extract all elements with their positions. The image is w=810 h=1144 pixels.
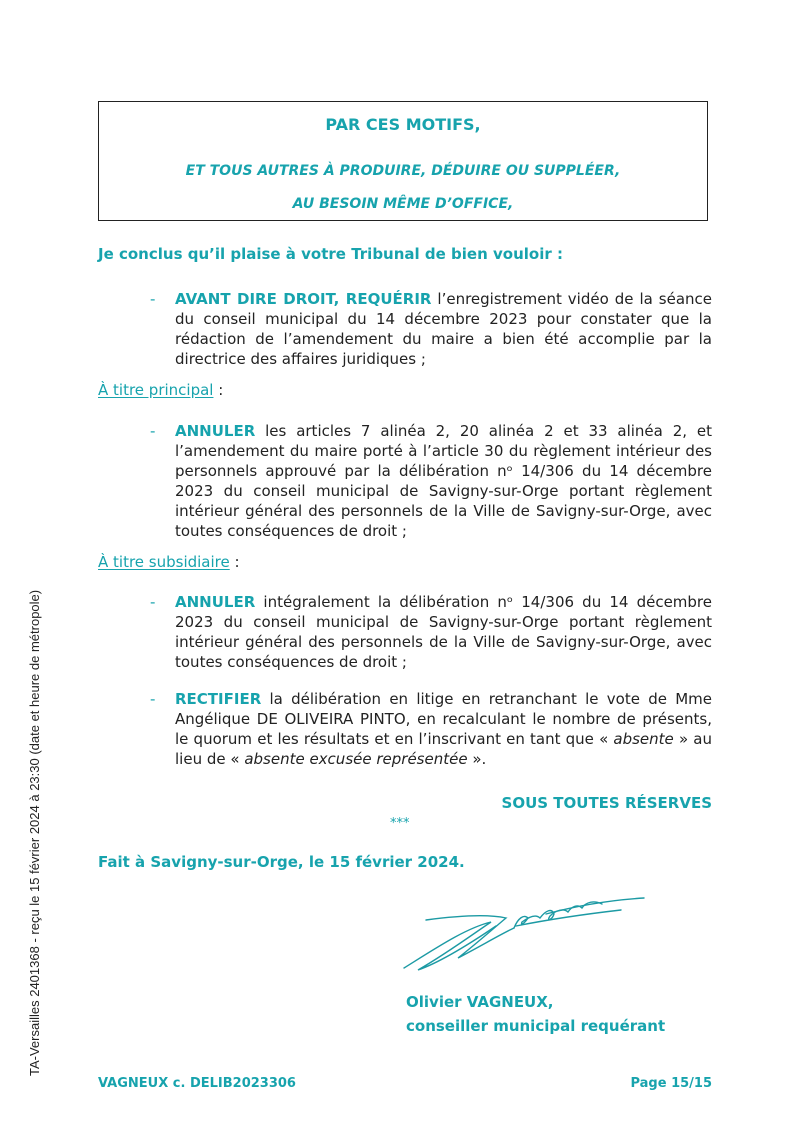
item-text: » au lieu de « bbox=[175, 730, 712, 768]
heading-box bbox=[98, 101, 708, 221]
item-text: les articles 7 alinéa 2, 20 alinéa 2 et 33 alinéa 2, et l’amendement du maire porté à l’article 30 du règlement intérieur des personnels approuvé par la délibération nᵒ 14/306 du 14 décembre 2023 du conseil municipal de Savigny-sur-Orge portant règlement intérieur général des personnels de la Ville de Savigny-sur-Orge, avec toutes conséquences de droit ; bbox=[175, 422, 712, 540]
item-dash: - bbox=[150, 422, 156, 440]
place-date: Fait à Savigny-sur-Orge, le 15 février 2024. bbox=[98, 853, 465, 871]
item-italic: absente excusée représentée bbox=[244, 750, 468, 768]
item-text: la délibération en litige en retranchant le vote de Mme Angélique DE OLIVEIRA PINTO, en recalculant le nombre de présents, le quorum et les résultats et en l’inscrivant en tant que « bbox=[175, 690, 712, 748]
section-suffix: : bbox=[229, 553, 240, 571]
list-item-avant-dire-droit bbox=[150, 289, 712, 369]
item-keyword: ANNULER bbox=[175, 593, 256, 611]
section-suffix: : bbox=[213, 381, 224, 399]
margin-receipt-stamp: TA-Versailles 2401368 - reçu le 15 février 2024 à 23:30 (date et heure de métropole) bbox=[27, 589, 42, 1076]
section-subsidiaire bbox=[98, 553, 240, 571]
item-italic: absente bbox=[613, 730, 674, 748]
section-principal bbox=[98, 381, 223, 399]
list-item-subsidiaire-2 bbox=[150, 689, 712, 769]
signatory-block bbox=[406, 990, 665, 1038]
footer-reference: VAGNEUX c. DELIB2023306 bbox=[98, 1076, 296, 1091]
separator-stars: *** bbox=[390, 816, 410, 831]
heading-line-1: PAR CES MOTIFS, bbox=[325, 115, 481, 134]
heading-line-2: ET TOUS AUTRES À PRODUIRE, DÉDUIRE OU SUPPLÉER, bbox=[185, 163, 621, 179]
reserves-line: SOUS TOUTES RÉSERVES bbox=[501, 794, 712, 812]
item-dash: - bbox=[150, 690, 156, 708]
signatory-role: conseiller municipal requérant bbox=[406, 1017, 666, 1035]
item-text: l’enregistrement vidéo de la séance du conseil municipal du 14 décembre 2023 pour constater que la rédaction de l’amendement du maire a bien été accomplie par la directrice des affaires juridiques ; bbox=[175, 290, 712, 368]
item-keyword: RECTIFIER bbox=[175, 690, 262, 708]
item-keyword: AVANT DIRE DROIT, REQUÉRIR bbox=[175, 290, 432, 308]
signature-image bbox=[396, 888, 656, 978]
heading-line-3: AU BESOIN MÊME D’OFFICE, bbox=[292, 196, 514, 212]
footer-page-number: Page 15/15 bbox=[630, 1076, 712, 1091]
item-text: intégralement la délibération nᵒ 14/306 du 14 décembre 2023 du conseil municipal de Savigny-sur-Orge portant règlement intérieur général des personnels de la Ville de Savigny-sur-Orge, avec toutes conséquences de droit ; bbox=[175, 593, 712, 671]
item-text: ». bbox=[467, 750, 487, 768]
section-heading-principal: À titre principal bbox=[98, 381, 214, 399]
section-heading-subsidiaire: À titre subsidiaire bbox=[98, 553, 230, 571]
item-dash: - bbox=[150, 593, 156, 611]
list-item-subsidiaire-1 bbox=[150, 592, 712, 672]
item-dash: - bbox=[150, 290, 156, 308]
list-item-principal bbox=[150, 421, 712, 541]
signatory-name: Olivier VAGNEUX, bbox=[406, 993, 554, 1011]
item-keyword: ANNULER bbox=[175, 422, 256, 440]
conclusion-intro: Je conclus qu’il plaise à votre Tribunal de bien vouloir : bbox=[98, 245, 563, 263]
